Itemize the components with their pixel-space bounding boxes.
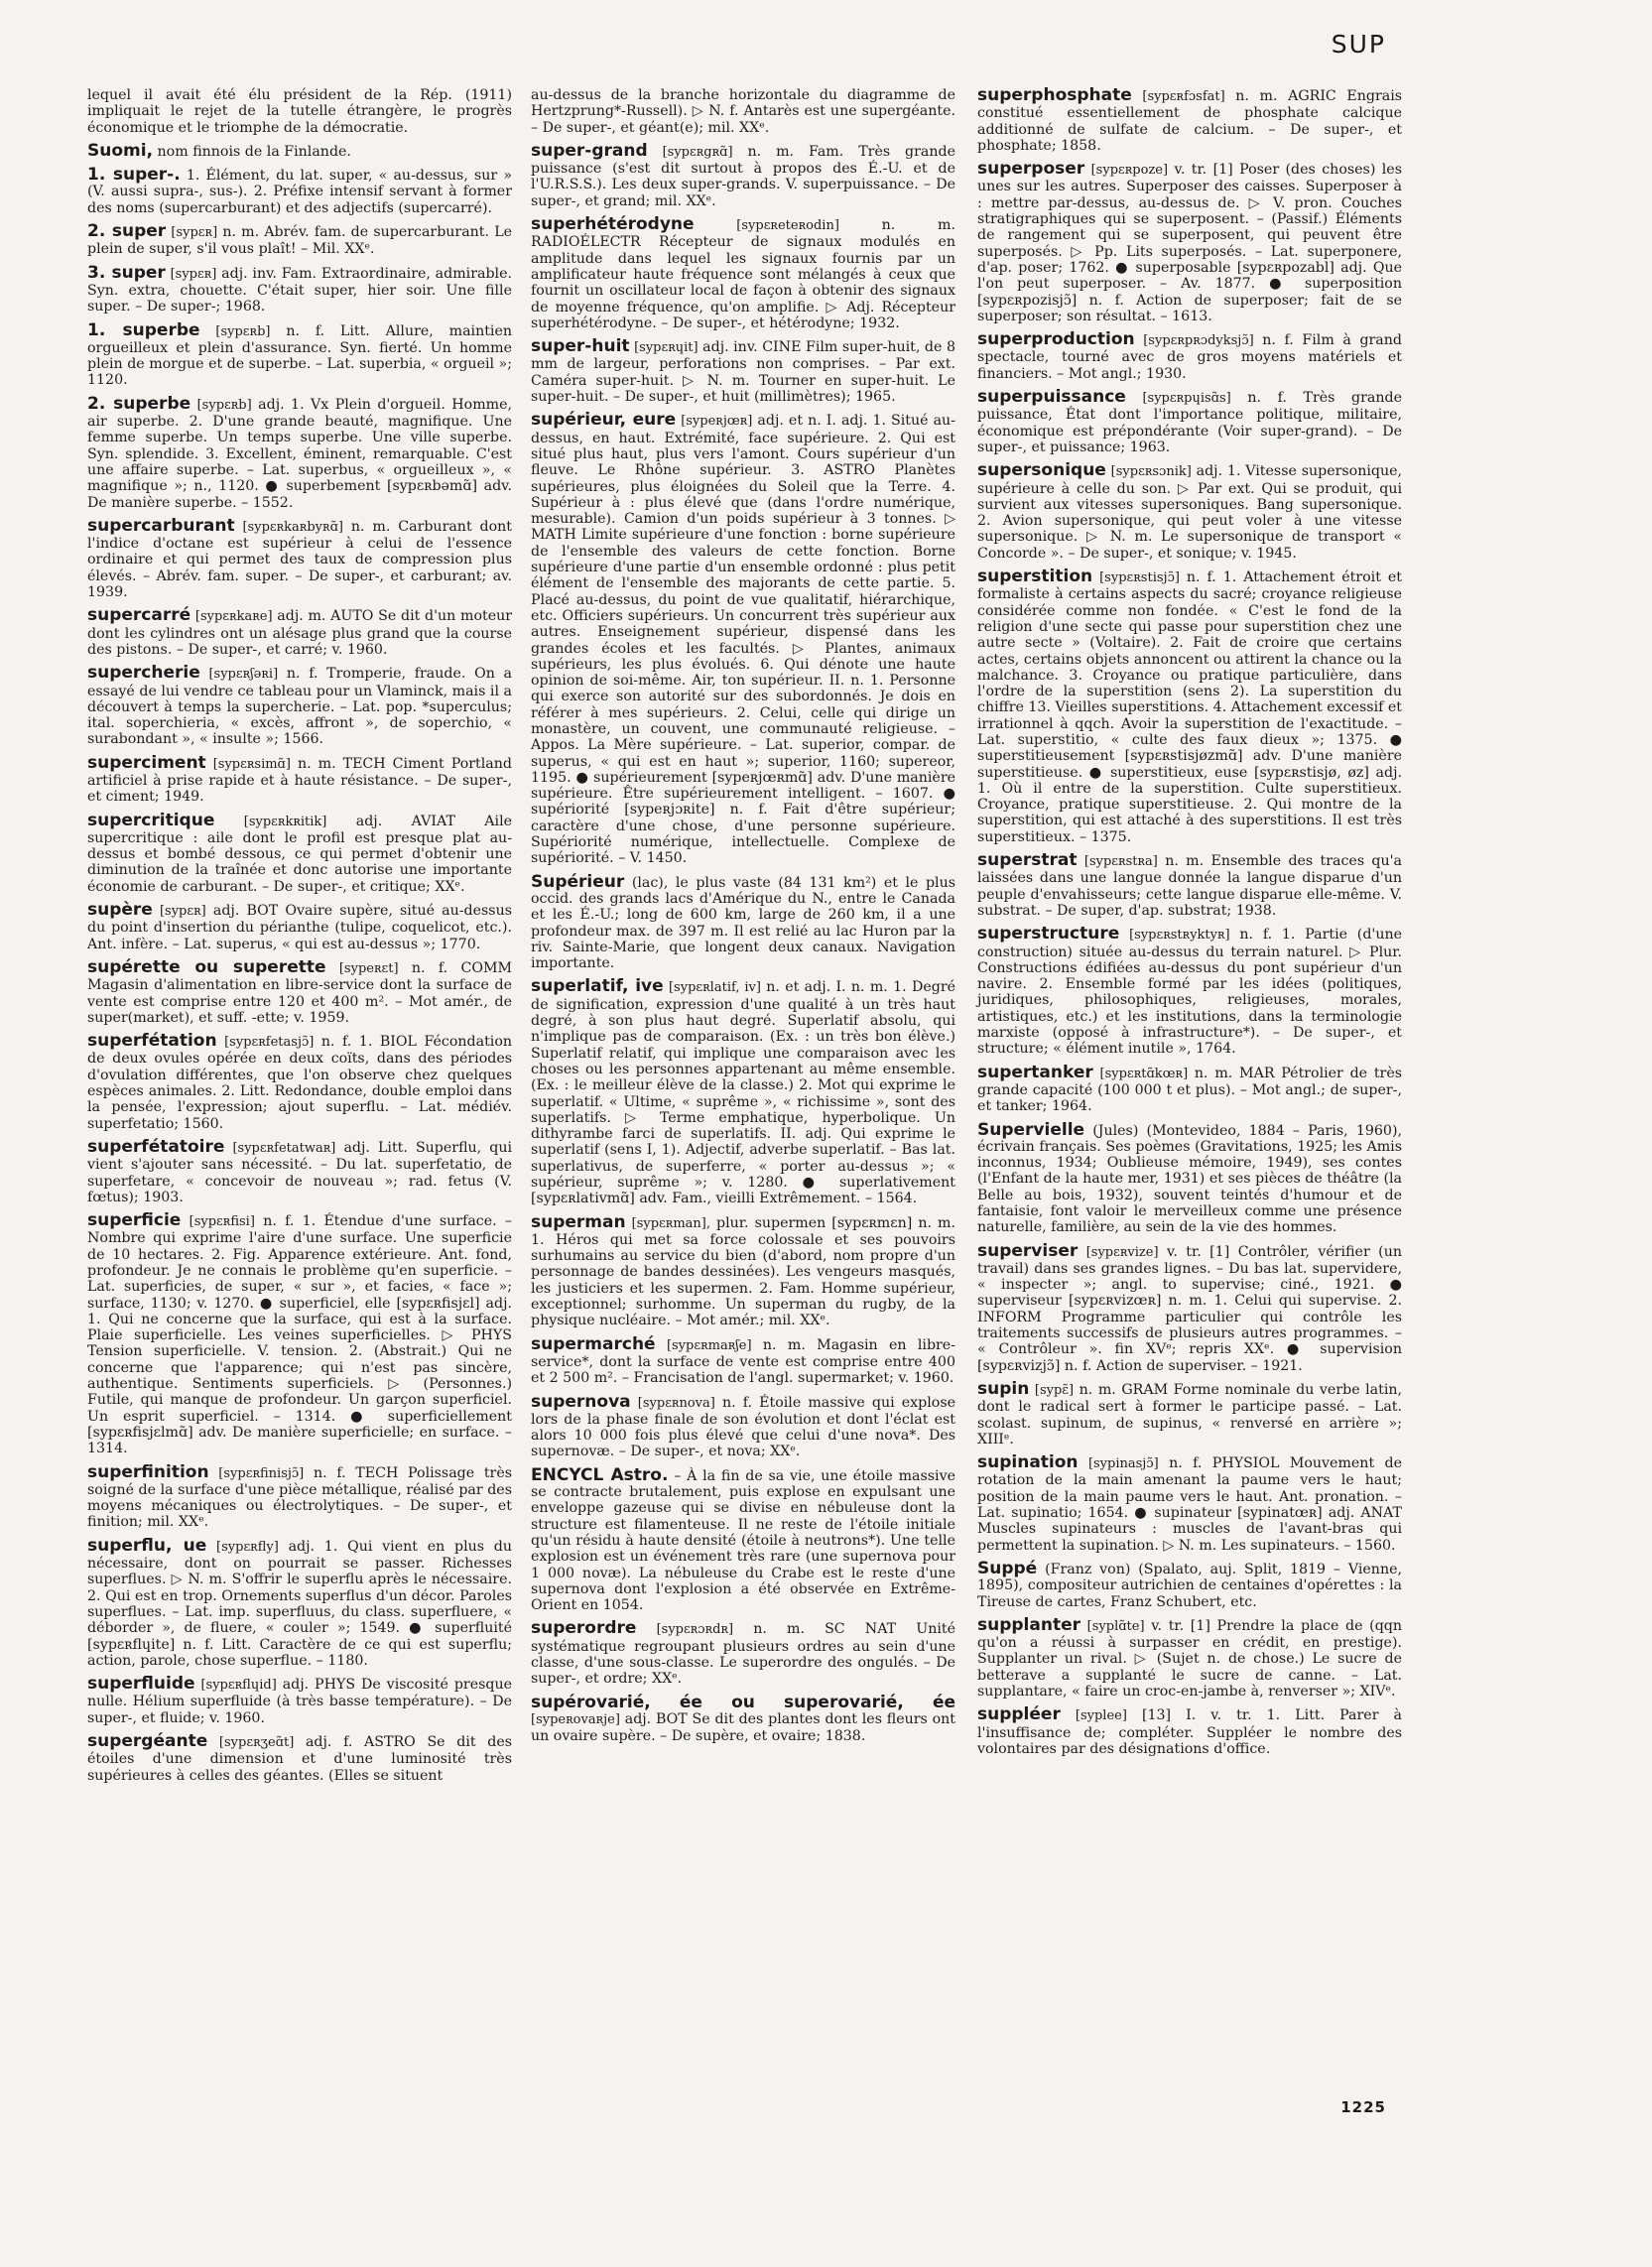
entry-headword: superciment [87,752,206,773]
entry-pronunciation: [sypɛʀtɑ̃kœʀ] [1099,1066,1189,1081]
entry-definition: lequel il avait été élu président de la Rép. (1911) impliquait le rejet de la tutelle étrangère, le progrès économique et le triomphe de la démocratie. [87,87,512,136]
dictionary-entry [531,1391,956,1460]
dictionary-entry [87,1212,512,1456]
entry-pronunciation: [sypɛʀfetasjɔ̃] [224,1035,315,1051]
dictionary-entry [977,1062,1402,1115]
entry-pronunciation: [sypeʀɛt] [338,960,399,976]
entry-definition: v. tr. [1] Prendre la place de (qqn qu'on a réussi à surpasser en crédit, en prestige). Supplanter un rival. ▷ (Sujet n. de chose.) Le sucre de betterave a supplanté le sucre de canne. – Lat. supplantare, « faire un croc-en-jambe à, renverser »; XIVᵉ. [977,1617,1402,1700]
entry-headword: superfluide [87,1674,195,1695]
dictionary-entry [87,902,512,952]
entry-definition: adj. et n. I. adj. 1. Situé au-dessus, en haut. Extrémité, face supérieure. 2. Qui est situé plus haut, plus vers l'amont. Cours supérieur d'un fleuve. Le Rhône supérieur. 3. ASTRO Planètes supérieures, plus éloignées du Soleil que la Terre. 4. Supérieur à : plus élevé que (dans l'ordre numérique, mesurable). Camion d'un poids supérieur à 3 tonnes. ▷ MATH Limite supérieure d'une fonction : borne supérieure de l'ensemble des valeurs de cette fonction. Borne supérieure d'une partie d'un ensemble ordonné : plus petit élément de l'ensemble des majorants de cette partie. 5. Placé au-dessus, du point de vue qualitatif, hiérarchique, etc. Officiers supérieurs. Un concurrent très supérieur aux autres. Enseignement supérieur, dispensé dans les grandes écoles et les facultés. ▷ Plantes, animaux supérieurs, les plus évolués. 6. Qui dénote une haute opinion de soi-même. Air, ton supérieur. II. n. 1. Personne qui exerce son autorité sur des subordonnés. Je dois en référer à mes supérieurs. 2. Celui, celle qui dirige un monastère, un couvent, une communauté religieuse. – Appos. La Mère supérieure. – Lat. superior, compar. de superus, « qui est en haut »; superior, 1160; supereor, 1195. ● supérieurement [sypeʀjœʀmɑ̃] adv. D'une manière supérieure. Être supérieurement intelligent. – 1607. ● supériorité [sypeʀjɔʀite] n. f. Fait d'être supérieur; caractère d'une chose, d'une personne supérieure. Supériorité numérique, intellectuelle. Complexe de supériorité. – V. 1450. [531,413,955,867]
entry-definition: n. f. Tromperie, fraude. On a essayé de lui vendre ce tableau pour un Vlaminck, mais il a découvert à temps la supercherie. – Lat. pop. *superculus; ital. soperchieria, « excès, affront », de soperchio, « surabondant », « insulte »; 1566. [87,666,512,748]
entry-headword: ENCYCL Astro. [531,1464,669,1485]
dictionary-entry [87,87,512,136]
entry-headword: superstition [977,567,1093,587]
entry-definition: n. m. TECH Ciment Portland artificiel à prise rapide et à haute résistance. – De super-, et ciment; 1949. [87,755,512,806]
entry-definition: n. m. Carburant dont l'indice d'octane est supérieur à celui de l'essence ordinaire et qui permet des taux de compression plus élevés. – Abrév. fam. super. – De super-, et carburant; av. 1939. [87,518,512,601]
dictionary-entry [87,1033,512,1132]
entry-definition: n. f. 1. Attachement étroit et formaliste à certains aspects du sacré; croyance religieuse considérée comme non fondée. « C'est le fond de la religion d'une secte qui passe pour superstition chez une autre secte » (Voltaire). 2. Fait de croire que certains actes, certains objets annoncent ou attirent la chance ou la malchance. 3. Croyance ou pratique particulière, dans l'ordre de la superstition (sens 2). La superstition du chiffre 13. Vieilles superstitions. 4. Attachement excessif et irrationnel à qqch. Avoir la superstition de l'exactitude. – Lat. superstitio, « culte des faux dieux »; 1375. ● superstitieusement [sypɛʀstisjøzmɑ̃] adv. D'une manière superstitieuse. ● superstitieux, euse [sypɛʀstisjø, øz] adj. 1. Où il entre de la superstition. Culte superstitieux. Croyance, pratique superstitieuse. 2. Qui montre de la superstition, qui est attaché à des superstitions. Il est très superstitieux. – 1375. [977,569,1402,845]
dictionary-entry [531,1333,956,1387]
dictionary-entry [87,515,512,601]
entry-pronunciation: [sypɛʀʒeɑ̃t] [218,1735,295,1751]
dictionary-entry [87,1461,513,1531]
dictionary-entry [531,1211,955,1329]
entry-definition: n. m. RADIOÉLECTR Récepteur de signaux modulés en amplitude dans lequel les signaux fournis par un amplificateur haute fréquence sont mélangés à ceux que fournit un oscillateur local de façon à obtenir des signaux de moyenne fréquence, qu'on amplifie. ▷ Adj. Récepteur superhétérodyne. – De super-, et hétérodyne; 1932. [531,217,955,331]
entry-headword: superfinition [87,1461,209,1482]
entry-headword: superphosphate [977,85,1132,105]
entry-definition: 1. Élément, du lat. super, « au-dessus, sur » (V. aussi supra-, sus-). 2. Préfixe intensif servant à former des noms (supercarburant) et des adjectifs (supercarré). [87,168,513,216]
entry-headword: Supervielle [977,1119,1085,1140]
entry-headword: superordre [531,1618,637,1639]
dictionary-entry [977,331,1402,382]
dictionary-entry [531,871,955,972]
entry-headword: supergéante [87,1731,208,1752]
guide-word: SUP [1331,30,1386,59]
dictionary-entry [977,87,1402,154]
dictionary-entry [531,1464,955,1614]
entry-definition: n. f. PHYSIOL Mouvement de rotation de la main amenant la paume vers le haut; position de la main paume vers le haut. Ant. pronation. – Lat. supinatio; 1654. ● supinateur [sypinatœʀ] adj. ANAT Muscles supinateurs : muscles de l'avant-bras qui permettent la supination. ▷ N. m. Les supinateurs. – 1560. [977,1455,1403,1554]
dictionary-entry [977,852,1402,919]
dictionary-entry [531,140,955,209]
entry-headword: supersonique [977,460,1106,481]
entry-definition: – À la fin de sa vie, une étoile massive se contracte brutalement, puis explose en expulsant une enveloppe gazeuse qui se divise en nébuleuse dont la structure est filamenteuse. Il ne reste de l'étoile initiale qu'un résidu à haute densité (étoile à neutrons*). Une telle explosion est un événement très rare (une supernova pour 1 000 novæ). La nébuleuse du Crabe est le reste d'une supernova dont l'explosion a été observée en Extrême-Orient en 1054. [531,1467,955,1614]
entry-definition: n. m. Ensemble des traces qu'a laissées dans une langue donnée la langue disparue d'un peuple d'envahisseurs; cette langue disparue elle-même. V. substrat. – De super, d'ap. substrat; 1938. [977,853,1403,919]
entry-definition: [13] I. v. tr. 1. Litt. Parer à l'insuffisance de; compléter. Suppléer le nombre des volontaires par des désignations d'office. [977,1707,1402,1757]
dictionary-entry [977,1614,1402,1700]
entry-definition: n. f. Litt. Allure, maintien orgueilleux et plein d'assurance. Syn. fierté. Un homme plein de morgue et de superbe. – Lat. superbia, « orgueil »; 1120. [87,322,513,389]
entry-pronunciation: [sypɛʀʃəʀi] [208,667,279,683]
entry-pronunciation: [sypɛʀflɥid] [200,1678,277,1694]
entry-definition: adj. Litt. Superflu, qui vient s'ajouter sans nécessité. – Du lat. superfetatio, de superfetare, « concevoir de nouveau »; rad. fetus (V. fœtus); 1903. [87,1139,513,1205]
entry-pronunciation: [sypɛʀlatif, iv] [668,980,761,996]
entry-definition: n. f. 1. Partie (d'une construction) située au-dessus du terrain naturel. ▷ Plur. Constructions édifiées au-dessus du pont supérieur d'un navire. 2. Ensemble formé par les idées (politiques, juridiques, philosophiques, religieuses, morales, artistiques, etc.) et les institutions, dans la terminologie marxiste (opposé à infrastructure*). – De super-, et structure; « élément inutile », 1764. [977,927,1402,1058]
entry-definition: adj. BOT Se dit des plantes dont les fleurs ont un ovaire supère. – De supère, et ovaire; 1838. [531,1710,955,1745]
entry-pronunciation: [sypɛʀeteʀodin] [736,218,839,234]
entry-pronunciation: [sypɛʀfɔsfat] [1142,89,1225,104]
entry-headword: supination [977,1452,1079,1473]
entry-definition: n. f. TECH Polissage très soigné de la surface d'une pièce métallique, réalisé par des moyens mécaniques ou électrolytiques. – De super-, et finition; mil. XXᵉ. [87,1464,513,1531]
entry-definition: adj. 1. Vitesse supersonique, supérieure à celle du son. ▷ Par ext. Qui se produit, qui survient aux vitesses supersoniques. Bang supersonique. 2. Avion supersonique, qui peut voler à une vitesse supersonique. ▷ N. m. Le supersonique de transport « Concorde ». – De super-, et sonique; v. 1945. [977,463,1402,562]
column-3 [977,87,1402,1764]
entry-headword: superpuissance [977,387,1126,408]
entry-pronunciation: [sypɛʀstisjɔ̃] [1099,570,1180,586]
dictionary-entry [531,338,955,405]
entry-headword: suppléer [977,1704,1061,1725]
entry-definition: (Jules) (Montevideo, 1884 – Paris, 1960), écrivain français. Ses poèmes (Gravitations, 1925; les Amis inconnus, 1934; Oublieuse mémoire, 1949), ses contes (l'Enfant de la haute mer, 1931) et ses pièces de théâtre (la Belle au bois, 1932), souvent teintés d'humour et de fantaisie, font valoir le merveilleux comme une présence naturelle, familière, au sein de la vie des hommes. [977,1122,1402,1236]
dictionary-entry [87,665,512,747]
entry-headword: supermarché [531,1333,656,1354]
entry-definition: n. f. Film à grand spectacle, tourné avec de gros moyens matériels et financiers. – Mot angl.; 1930. [977,332,1402,382]
entry-pronunciation: [sypɛʀmaʀʃe] [666,1337,752,1353]
entry-pronunciation: [sypɛʀfly] [216,1539,279,1555]
entry-definition: au-dessus de la branche horizontale du diagramme de Hertzprung*-Russell). ▷ N. f. Antarès est une supergéante. – De super-, et géant(e); mil. XXᵉ. [531,87,955,136]
dictionary-entry [977,926,1402,1057]
entry-pronunciation: [syplee] [1075,1708,1127,1724]
dictionary-entry [977,1240,1402,1374]
entry-pronunciation: [sypɛʀpɥisɑ̃s] [1142,391,1231,407]
entry-pronunciation: [sypɛʀ] [171,225,218,241]
dictionary-entry [531,216,955,331]
entry-headword: supercarré [87,605,191,626]
entry-headword: supernova [531,1391,631,1412]
entry-pronunciation: [sypɛʀɔʀdʀ] [656,1622,734,1638]
dictionary-entry [87,167,512,216]
entry-definition: n. et adj. I. n. m. 1. Degré de signification, expression d'une qualité à un très haut degré, à son plus haut degré. Superlatif absolu, qui n'implique pas de comparaison. (Ex. : un très bon élève.) Superlatif relatif, qui implique une comparaison avec les choses ou les personnes appartenant au même ensemble. (Ex. : le meilleur élève de la classe.) 2. Mot qui exprime le superlatif. « Ultime, « suprême », « richissime », sont des superlatifs. ▷ Terme emphatique, hyperbolique. Un dithyrambe farci de superlatifs. II. adj. Qui exprime le superlatif (sens I, 1). Adjectif, adverbe superlatif. – Bas lat. superlativus, de superferre, « porter au-dessus »; « supérieur, suprême »; v. 1280. ● superlativement [sypɛʀlativmɑ̃] adv. Fam., vieilli Extrêmement. – 1564. [531,979,955,1207]
page-number: 1225 [1340,2098,1386,2116]
entry-definition: n. f. Étoile massive qui explose lors de la phase finale de son évolution et dont l'éclat est alors 10 000 fois plus élevé que celui d'une nova*. Des supernovæ. – De super-, et nova; XXᵉ. [531,1394,956,1460]
entry-pronunciation: [sypɛʀ] [170,266,217,282]
entry-headword: Supérieur [531,871,625,892]
entry-pronunciation: [sypɛʀman], [631,1215,710,1231]
entry-pronunciation: [syplɑ̃te] [1086,1618,1145,1634]
entry-definition: adj. BOT Ovaire supère, situé au-dessus du point d'insertion du périanthe (tulipe, coquelicot, etc.). Ant. infère. – Lat. superus, « qui est au-dessus »; 1770. [87,903,512,952]
entry-pronunciation: [sypɛʀgʀɑ̃] [662,144,733,160]
entry-definition: n. m. GRAM Forme nominale du verbe latin, dont le radical sert à former le participe passé. – Lat. scolast. supinum, de supinus, « renversé en arrière »; XIIIᵉ. [977,1381,1403,1448]
entry-pronunciation: [sypɛʀb] [215,323,271,339]
dictionary-entry [977,568,1402,845]
entry-pronunciation: [sypɛʀkʀitik] [243,814,327,829]
entry-pronunciation: [sypeʀovaʀje] [531,1711,620,1727]
entry-definition: n. m. Fam. Très grande puissance (s'est dit surtout à propos des É.-U. et de l'U.R.S.S.). Les deux super-grands. V. superpuissance. – De super-, et grand; mil. XXᵉ. [531,143,955,209]
entry-definition: adj. 1. Qui vient en plus du nécessaire, dont on pourrait se passer. Richesses superflues. ▷ N. m. S'offrir le superflu après le nécessaire. 2. Qui est en trop. Ornements superflus d'un décor. Paroles superflues. – Lat. imp. superfluus, du class. superfluere, « déborder », de fluere, « couler »; 1549. ● superfluité [sypɛʀflɥite] n. f. Litt. Caractère de ce qui est superflu; action, parole, chose superflue. – 1180. [87,1538,513,1669]
entry-headword: supère [87,900,153,921]
entry-headword: superposer [977,159,1085,180]
entry-headword: superhétérodyne [531,214,695,235]
entry-pronunciation: [sypɛʀsɔnik] [1110,464,1192,480]
entry-definition: n. m. SC NAT Unité systématique regroupant plusieurs ordres au sein d'une classe, d'une sous-classe. Le superordre des ongulés. – De super-, et ordre; XXᵉ. [531,1621,955,1688]
entry-headword: superviser [977,1240,1079,1261]
entry-headword: supertanker [977,1062,1093,1082]
entry-pronunciation: [sypɛʀɥit] [634,340,699,356]
dictionary-entry [87,956,513,1026]
entry-headword: supérette ou superette [87,956,326,977]
entry-definition: (Franz von) (Spalato, auj. Split, 1819 – Vienne, 1895), compositeur autrichien de centaines d'opérettes : la Tireuse de cartes, Franz Schubert, etc. [977,1561,1402,1610]
entry-pronunciation: [sypeʀjœʀ] [681,414,753,430]
column-1 [87,87,512,1791]
entry-headword: supercherie [87,663,200,684]
entry-pronunciation: [sypɛʀfisi] [189,1214,255,1230]
entry-headword: supin [977,1378,1030,1399]
entry-definition: n. m. MAR Pétrolier de très grande capacité (100 000 t et plus). – Mot angl.; de super-, et tanker; 1964. [977,1065,1402,1115]
entry-pronunciation: [sypɛʀvize] [1085,1244,1159,1260]
entry-definition: n. m. Abrév. fam. de supercarburant. Le plein de super, s'il vous plaît! – Mil. XXᵉ. [87,224,513,258]
entry-definition: nom finnois de la Finlande. [157,143,351,160]
entry-headword: superproduction [977,329,1135,350]
dictionary-entry [977,1454,1402,1554]
entry-headword: supercarburant [87,515,235,536]
dictionary-entry [87,1733,512,1784]
dictionary-entry [87,607,512,658]
entry-definition: adj. 1. Vx Plein d'orgueil. Homme, air superbe. 2. D'une grande beauté, magnifique. Une femme superbe. Un temps superbe. Une ville superbe. Syn. splendide. 3. Excellent, éminent, remarquable. C'est une affaire superbe. – Lat. superbus, « orgueilleux », « magnifique »; n., 1120. ● superbement [sypɛʀbəmɑ̃] adv. De manière superbe. – 1552. [87,396,513,511]
entry-definition: n. f. 1. Étendue d'une surface. – Nombre qui exprime l'aire d'une surface. Une superficie de 10 hectares. 2. Fig. Apparence extérieure. Ant. fond, profondeur. Je ne connais le problème qu'en superficie. – Lat. superficies, de super, « sur », et facies, « face »; surface, 1130; v. 1270. ● superficiel, elle [sypɛʀfisjɛl] adj. 1. Qui ne concerne que la surface, qui est à la surface. Plaie superficielle. Les veines superficielles. ▷ PHYS Tension superficielle. V. tension. 2. (Abstrait.) Qui ne concerne que l'apparence; qui n'est pas sincère, authentique. Sentiments superficiels. ▷ (Personnes.) Futile, qui manque de profondeur. Un garçon superficiel. Un esprit superficiel. – 1314. ● superficiellement [sypɛʀfisjɛlmɑ̃] adv. De manière superficielle; en surface. – 1314. [87,1213,512,1457]
dictionary-entry [87,393,513,511]
dictionary-entry [531,87,955,136]
dictionary-entry [977,1558,1402,1610]
entry-pronunciation: [sypɛʀfetatwaʀ] [232,1140,336,1156]
dictionary-entry [531,1620,955,1687]
entry-pronunciation: [sypɛʀb] [196,397,252,413]
entry-headword: superfétation [87,1031,217,1052]
entry-definition: n. m. Magasin en libre-service*, dont la surface de vente est comprise entre 400 et 2 500 m². – Francisation de l'angl. supermarket; v. 1960. [531,1336,956,1387]
entry-headword: 2. superbe [87,393,191,414]
entry-definition: adj. AVIAT Aile supercritique : aile dont le profil est presque plat au-dessus et bombé dessous, ce qui permet d'obtenir une diminution de la traînée et donc autorise une importante économie de carburant. – De super-, et critique; XXᵉ. [87,813,513,895]
dictionary-entry [87,140,512,161]
entry-headword: supérovarié, ée ou superovarié, ée [531,1692,955,1712]
entry-definition: n. f. COMM Magasin d'alimentation en libre-service dont la surface de vente est comprise entre 120 et 400 m². – Mot amér., de super(market), et suff. -ette; v. 1959. [87,959,513,1026]
entry-pronunciation: [sypɛʀfinisjɔ̃] [218,1465,305,1481]
entry-headword: 2. super [87,221,167,242]
entry-headword: superfétatoire [87,1136,225,1157]
entry-definition: adj. inv. CINE Film super-huit, de 8 mm de largeur, perforations non comprises. – Par ext. Caméra super-huit. ▷ N. m. Tourner en super-huit. Le super-huit. – De super-, et huit (millimètres); 1965. [531,339,955,406]
entry-headword: super-huit [531,336,630,357]
entry-headword: superstructure [977,924,1120,945]
dictionary-entry [87,810,513,895]
entry-pronunciation: [sypɛʀkaʀe] [194,609,273,625]
dictionary-entry [977,1119,1402,1236]
dictionary-entry [977,462,1402,562]
entry-definition: v. tr. [1] Contrôler, vérifier (un travail) dans ses grandes lignes. – Du bas lat. supervidere, « inspecter »; angl. to supervise; ciné., 1921. ● superviseur [sypɛʀvizœʀ] n. m. 1. Celui qui supervise. 2. INFORM Programme particulier qui contrôle les traitements successifs de plusieurs autres programmes. – « Contrôleur ». fin XVᵉ; repris XXᵉ. ● supervision [sypɛʀvizjɔ̃] n. f. Action de superviser. – 1921. [977,1243,1402,1374]
entry-headword: superlatif, ive [531,976,664,997]
entry-headword: super-grand [531,140,648,161]
entry-definition: n. f. 1. BIOL Fécondation de deux ovules opérée en deux coïts, dans des périodes d'ovulation différentes, que l'on observe chez quelques espèces animales. 2. Litt. Redondance, double emploi dans la pensée, l'expression; ajout superflu. – Lat. médiév. superfetatio; 1560. [87,1034,513,1132]
entry-pronunciation: [sypɛʀstʀa] [1083,854,1158,870]
entry-pronunciation: [sypɛʀkaʀbyʀɑ̃] [242,519,343,535]
dictionary-entry [977,161,1402,324]
entry-headword: supercritique [87,810,215,830]
dictionary-entry [977,1706,1402,1757]
entry-headword: 3. super [87,262,166,283]
entry-headword: 1. super-. [87,165,181,186]
entry-pronunciation: [sypɛʀsimɑ̃] [212,756,291,772]
dictionary-entry [531,978,955,1206]
entry-pronunciation: [sypɛʀ] [159,904,206,920]
entry-pronunciation: [sypɛ̃] [1034,1382,1075,1398]
dictionary-entry [87,262,512,315]
entry-definition: n. m. AGRIC Engrais constitué essentiellement de phosphate calcique additionné de sulfate de calcium. – De super-, et phosphate; 1858. [977,88,1403,154]
entry-headword: 1. superbe [87,319,200,340]
dictionary-entry [87,752,512,806]
entry-pronunciation: [sypɛʀpʀɔdyksjɔ̃] [1143,333,1254,349]
entry-headword: supplanter [977,1614,1081,1635]
entry-headword: superficie [87,1210,182,1231]
entry-headword: Suppé [977,1558,1038,1578]
dictionary-entry [531,1692,955,1745]
entry-definition: n. f. Très grande puissance, État dont l'importance politique, militaire, économique est prépondérante (Voir super-grand). – De super-, et puissance; 1963. [977,390,1402,455]
dictionary-entry [977,389,1402,455]
entry-definition: v. tr. [1] Poser (des choses) les unes sur les autres. Superposer des caisses. Superposer à : mettre par-dessus, au-dessus de. ▷ V. pron. Couches stratigraphiques qui se superposent. – (Passif.) Éléments de rangement qui se superposent, qui peuvent être superposés. ▷ Pp. Lits superposés. – Lat. superponere, d'ap. poser; 1762. ● superposable [sypɛʀpozabl] adj. Que l'on peut superposer. – Av. 1877. ● superposition [sypɛʀpozisjɔ̃] n. f. Action de superposer; fait de se superposer; son résultat. – 1613. [977,162,1402,324]
entry-definition: adj. f. ASTRO Se dit des étoiles d'une dimension et d'une luminosité très supérieures à celles des géantes. (Elles se situent [87,1734,512,1784]
entry-headword: superman [531,1211,626,1232]
entry-definition: adj. inv. Fam. Extraordinaire, admirable. Syn. extra, chouette. C'était super, hier soir. Une fille super. – De super-; 1968. [87,265,512,315]
dictionary-entry [87,1676,512,1726]
dictionary-entry [87,223,512,258]
entry-headword: superstrat [977,850,1078,871]
entry-definition: (lac), le plus vaste (84 131 km²) et le plus occid. des grands lacs d'Amérique du N., entre le Canada et les É.-U.; long de 600 km, large de 260 km, il a une profondeur max. de 397 m. Il est relié au lac Huron par la riv. Sainte-Marie, que longent deux canaux. Navigation importante. [531,874,955,972]
entry-definition: adj. PHYS De viscosité presque nulle. Hélium superfluide (à très basse température). – De super-, et fluide; v. 1960. [87,1677,512,1726]
entry-definition: adj. m. AUTO Se dit d'un moteur dont les cylindres ont un alésage plus grand que la course des pistons. – De super-, et carré; v. 1960. [87,608,513,658]
dictionary-entry [531,412,955,866]
entry-pronunciation: [sypɛʀstʀyktyʀ] [1129,928,1230,944]
entry-pronunciation: [sypɛʀnova] [637,1395,715,1411]
dictionary-entry [977,1378,1403,1448]
column-2 [531,87,955,1752]
entry-headword: superflu, ue [87,1535,207,1556]
entry-pronunciation: [sypɛʀpoze] [1090,163,1169,179]
entry-definition: plur. supermen [sypɛʀmɛn] n. m. 1. Héros qui met sa force colossale et ses pouvoirs surhumains au service du bien (d'abord, nom propre d'un personnage de bandes dessinées). Les vengeurs masqués, les justiciers et les supermen. 2. Fam. Homme supérieur, exceptionnel; surhomme. Un superman du rugby, de la physique nucléaire. – Mot amér.; mil. XXᵉ. [531,1214,955,1329]
entry-headword: Suomi, [87,140,154,161]
dictionary-entry [87,1136,513,1205]
dictionary-entry [87,319,513,389]
entry-pronunciation: [sypinasjɔ̃] [1087,1456,1159,1472]
dictionary-entry [87,1535,513,1669]
entry-headword: supérieur, eure [531,410,677,431]
